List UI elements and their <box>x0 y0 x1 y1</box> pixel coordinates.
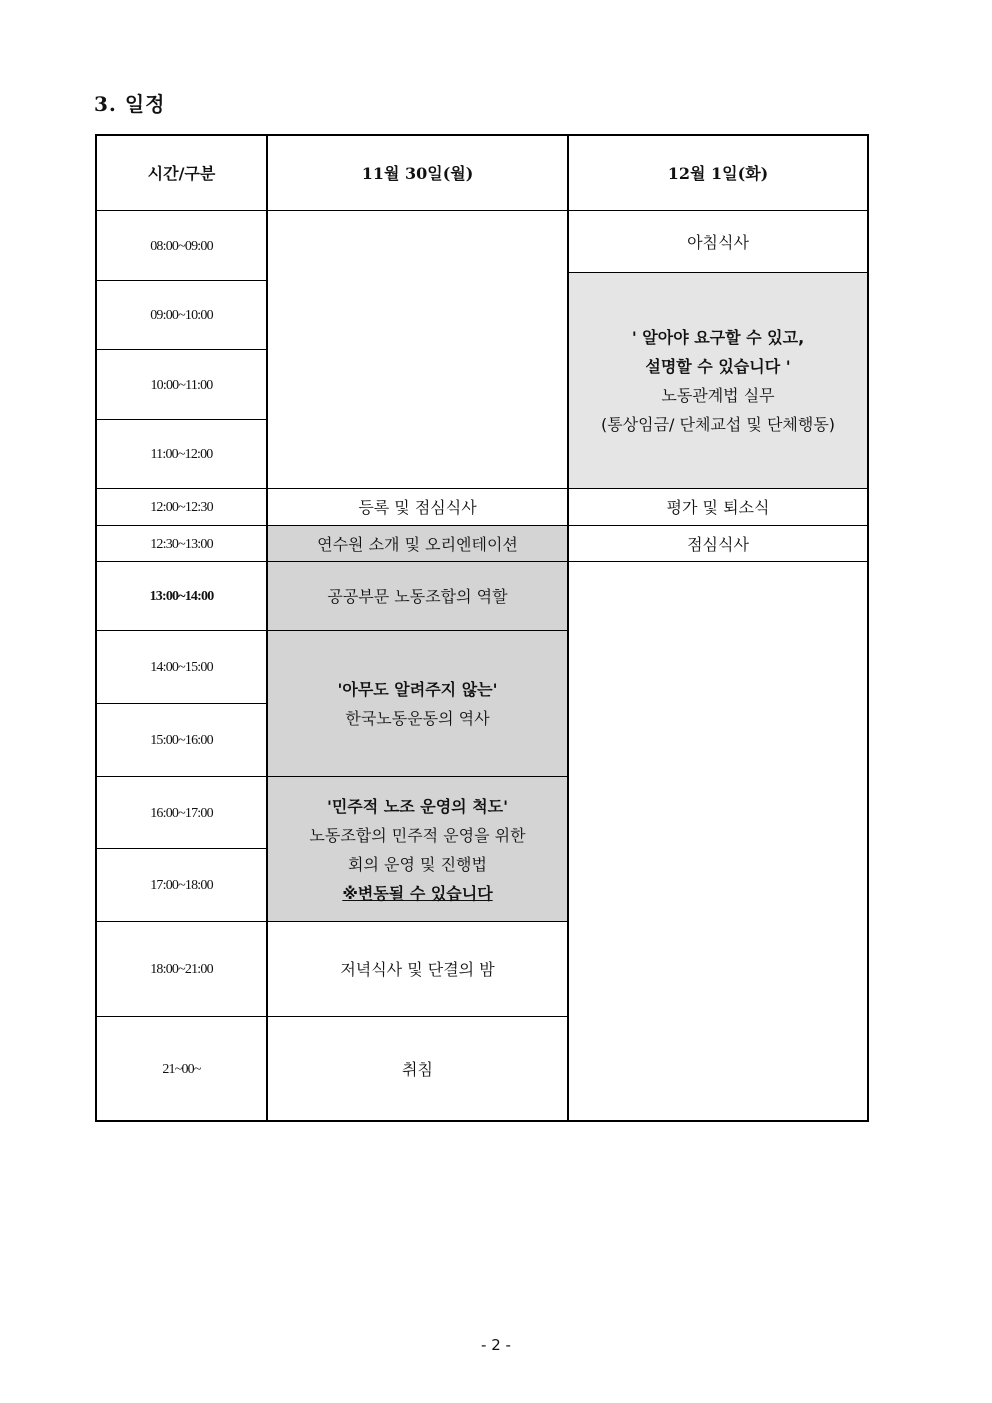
time-slot: 17:00~18:00 <box>150 878 213 893</box>
header-day2: 12월 1일(화) <box>667 163 769 183</box>
row-divider <box>96 561 868 562</box>
day1-democracy-session <box>267 777 568 922</box>
time-slot: 12:30~13:00 <box>150 536 213 552</box>
democracy-title: '민주적 노조 운영의 척도' <box>326 796 509 816</box>
row-divider <box>96 776 568 777</box>
row-divider <box>96 488 868 489</box>
day1-registration: 등록 및 점심식사 <box>358 498 477 517</box>
day2-empty-cell <box>568 562 868 1121</box>
time-slot: 14:00~15:00 <box>150 660 213 675</box>
row-divider <box>96 349 267 350</box>
democracy-note: ※변동될 수 있습니다 <box>342 883 493 903</box>
row-divider <box>96 1016 568 1017</box>
time-slot: 09:00~10:00 <box>150 308 213 323</box>
time-slot: 16:00~17:00 <box>150 805 213 821</box>
table-border-left <box>95 134 97 1122</box>
time-slot: 15:00~16:00 <box>150 733 213 748</box>
time-slot: 12:00~12:30 <box>150 500 213 515</box>
row-divider <box>96 703 267 704</box>
table-border-right <box>867 134 869 1122</box>
day1-empty-cell <box>267 211 568 489</box>
law-title-line2: 설명할 수 있습니다 ' <box>645 357 791 376</box>
row-divider <box>96 630 568 631</box>
day1-orientation: 연수원 소개 및 오리엔테이션 <box>267 526 568 562</box>
header-day1: 11월 30일(월) <box>361 163 474 183</box>
table-border-bottom <box>95 1120 869 1122</box>
democracy-line2: 회의 운영 및 진행법 <box>348 854 487 874</box>
header-time: 시간/구분 <box>147 163 216 183</box>
law-title-line1: ' 알아야 요구할 수 있고, <box>631 328 805 347</box>
history-title: '아무도 알려주지 않는' <box>337 680 498 699</box>
row-divider <box>96 419 267 420</box>
table-border-top <box>95 134 869 136</box>
time-slot: 13:00~14:00 <box>149 589 214 604</box>
row-divider <box>96 921 568 922</box>
row-divider <box>96 848 267 849</box>
day1-public-union: 공공부문 노동조합의 역할 <box>267 562 568 631</box>
section-title: 3. 일정 <box>94 92 166 116</box>
row-divider <box>96 525 868 526</box>
column-divider <box>266 134 268 1122</box>
law-detail: (통상임금/ 단체교섭 및 단체행동) <box>600 415 836 434</box>
row-divider <box>568 272 868 273</box>
law-subtitle: 노동관계법 실무 <box>661 386 775 405</box>
day2-breakfast: 아침식사 <box>687 232 749 252</box>
time-slot: 08:00~09:00 <box>150 238 213 254</box>
day1-history-session <box>267 631 568 777</box>
democracy-line1: 노동조합의 민주적 운영을 위한 <box>309 825 526 845</box>
day2-lunch: 점심식사 <box>687 534 749 554</box>
header-divider <box>95 210 869 211</box>
time-slot: 21~00~ <box>162 1061 201 1077</box>
history-subtitle: 한국노동운동의 역사 <box>345 709 490 728</box>
time-slot: 10:00~11:00 <box>150 377 213 393</box>
time-slot: 11:00~12:00 <box>150 447 213 462</box>
page-number: - 2 - <box>481 1336 511 1354</box>
day2-evaluation: 평가 및 퇴소식 <box>666 498 770 517</box>
day1-sleep: 취침 <box>402 1059 433 1079</box>
day1-dinner: 저녁식사 및 단결의 밤 <box>340 960 495 979</box>
row-divider <box>96 280 267 281</box>
day2-law-session <box>568 273 868 489</box>
column-divider <box>567 134 569 1122</box>
time-slot: 18:00~21:00 <box>150 962 213 977</box>
